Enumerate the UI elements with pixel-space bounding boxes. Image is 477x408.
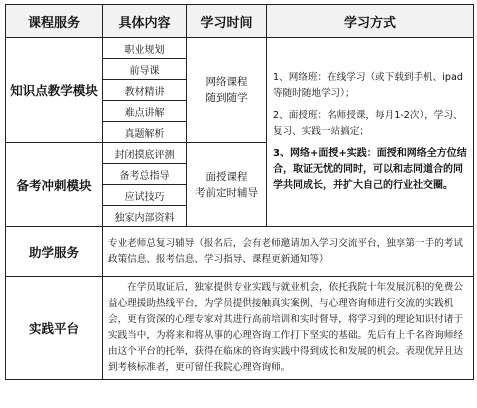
method-network: 1、网络班：在线学习（或下载到手机、ipad等随时随地学习）；: [273, 72, 463, 99]
time-knowledge-line1: 网络课程: [205, 76, 248, 88]
time-sprint-line1: 面授课程: [205, 170, 248, 183]
list-item: 独家内部资料: [103, 206, 187, 227]
list-item: 前导课: [103, 59, 187, 80]
header-content: 具体内容: [103, 5, 187, 38]
method-inperson: 2、面授班：名师授课，每月1-2次），学习、复习、实践一站搞定；: [273, 110, 463, 137]
table-row: [6, 38, 474, 59]
list-item: 难点讲解: [103, 101, 187, 122]
list-item: 职业规划: [103, 38, 187, 59]
list-item: 真题解析: [103, 122, 187, 143]
list-item: 备考总指导: [103, 164, 187, 185]
list-item: 教材精讲: [103, 80, 187, 101]
method-combined: 3、网络+面授+实践：面授和网络全方位结合，取证无忧的同时，可以和志同道合的同学共同成长，并扩大自己的行业社交圈。: [273, 148, 467, 191]
time-sprint-line2: 考前定时辅导: [195, 186, 258, 199]
category-sprint: 备考冲刺模块: [6, 143, 103, 227]
list-item: 应试技巧: [103, 185, 187, 206]
header-method: 学习方式: [267, 5, 474, 38]
course-table: [5, 4, 474, 380]
list-item: 封闭摸底评测: [103, 143, 187, 164]
method-cell: [267, 38, 474, 227]
header-time: 学习时间: [187, 5, 267, 38]
table-row: [6, 277, 474, 380]
time-knowledge-line2: 随到随学: [205, 92, 248, 104]
practice-text: 在学员取证后，独家提供专业实践与就业机会，依托我院十年发展沉积的免费公益心理援助热线平台，为学员提供接触真实案例、与心理咨询师进行交流的实践机会，更有资深的心理专家对其进行高前培训和实时督导，将学习到的理论知识付诸于实践当中，为将来和将从事的心理咨询工作打下坚实的基础。先后有上千名咨询师经由这个平台的托举，获得在临床的咨询实践中得到成长和发展的机会。表现优异且达到考核标准者，更可留任我院心理咨询师。: [103, 277, 474, 380]
table-row: [6, 227, 474, 277]
time-knowledge: [187, 38, 267, 143]
time-sprint: [187, 143, 267, 227]
tutoring-text: 专业老师总复习辅导（报名后，会有老师邀请加入学习交流平台，独享第一手的考试政策信息、报考信息、学习指导、课程更新通知等）: [103, 227, 474, 277]
category-knowledge: 知识点教学模块: [6, 38, 103, 143]
category-tutoring: 助学服务: [6, 227, 103, 277]
category-practice: 实践平台: [6, 277, 103, 380]
header-course: 课程服务: [6, 5, 103, 38]
header-row: [6, 5, 474, 38]
